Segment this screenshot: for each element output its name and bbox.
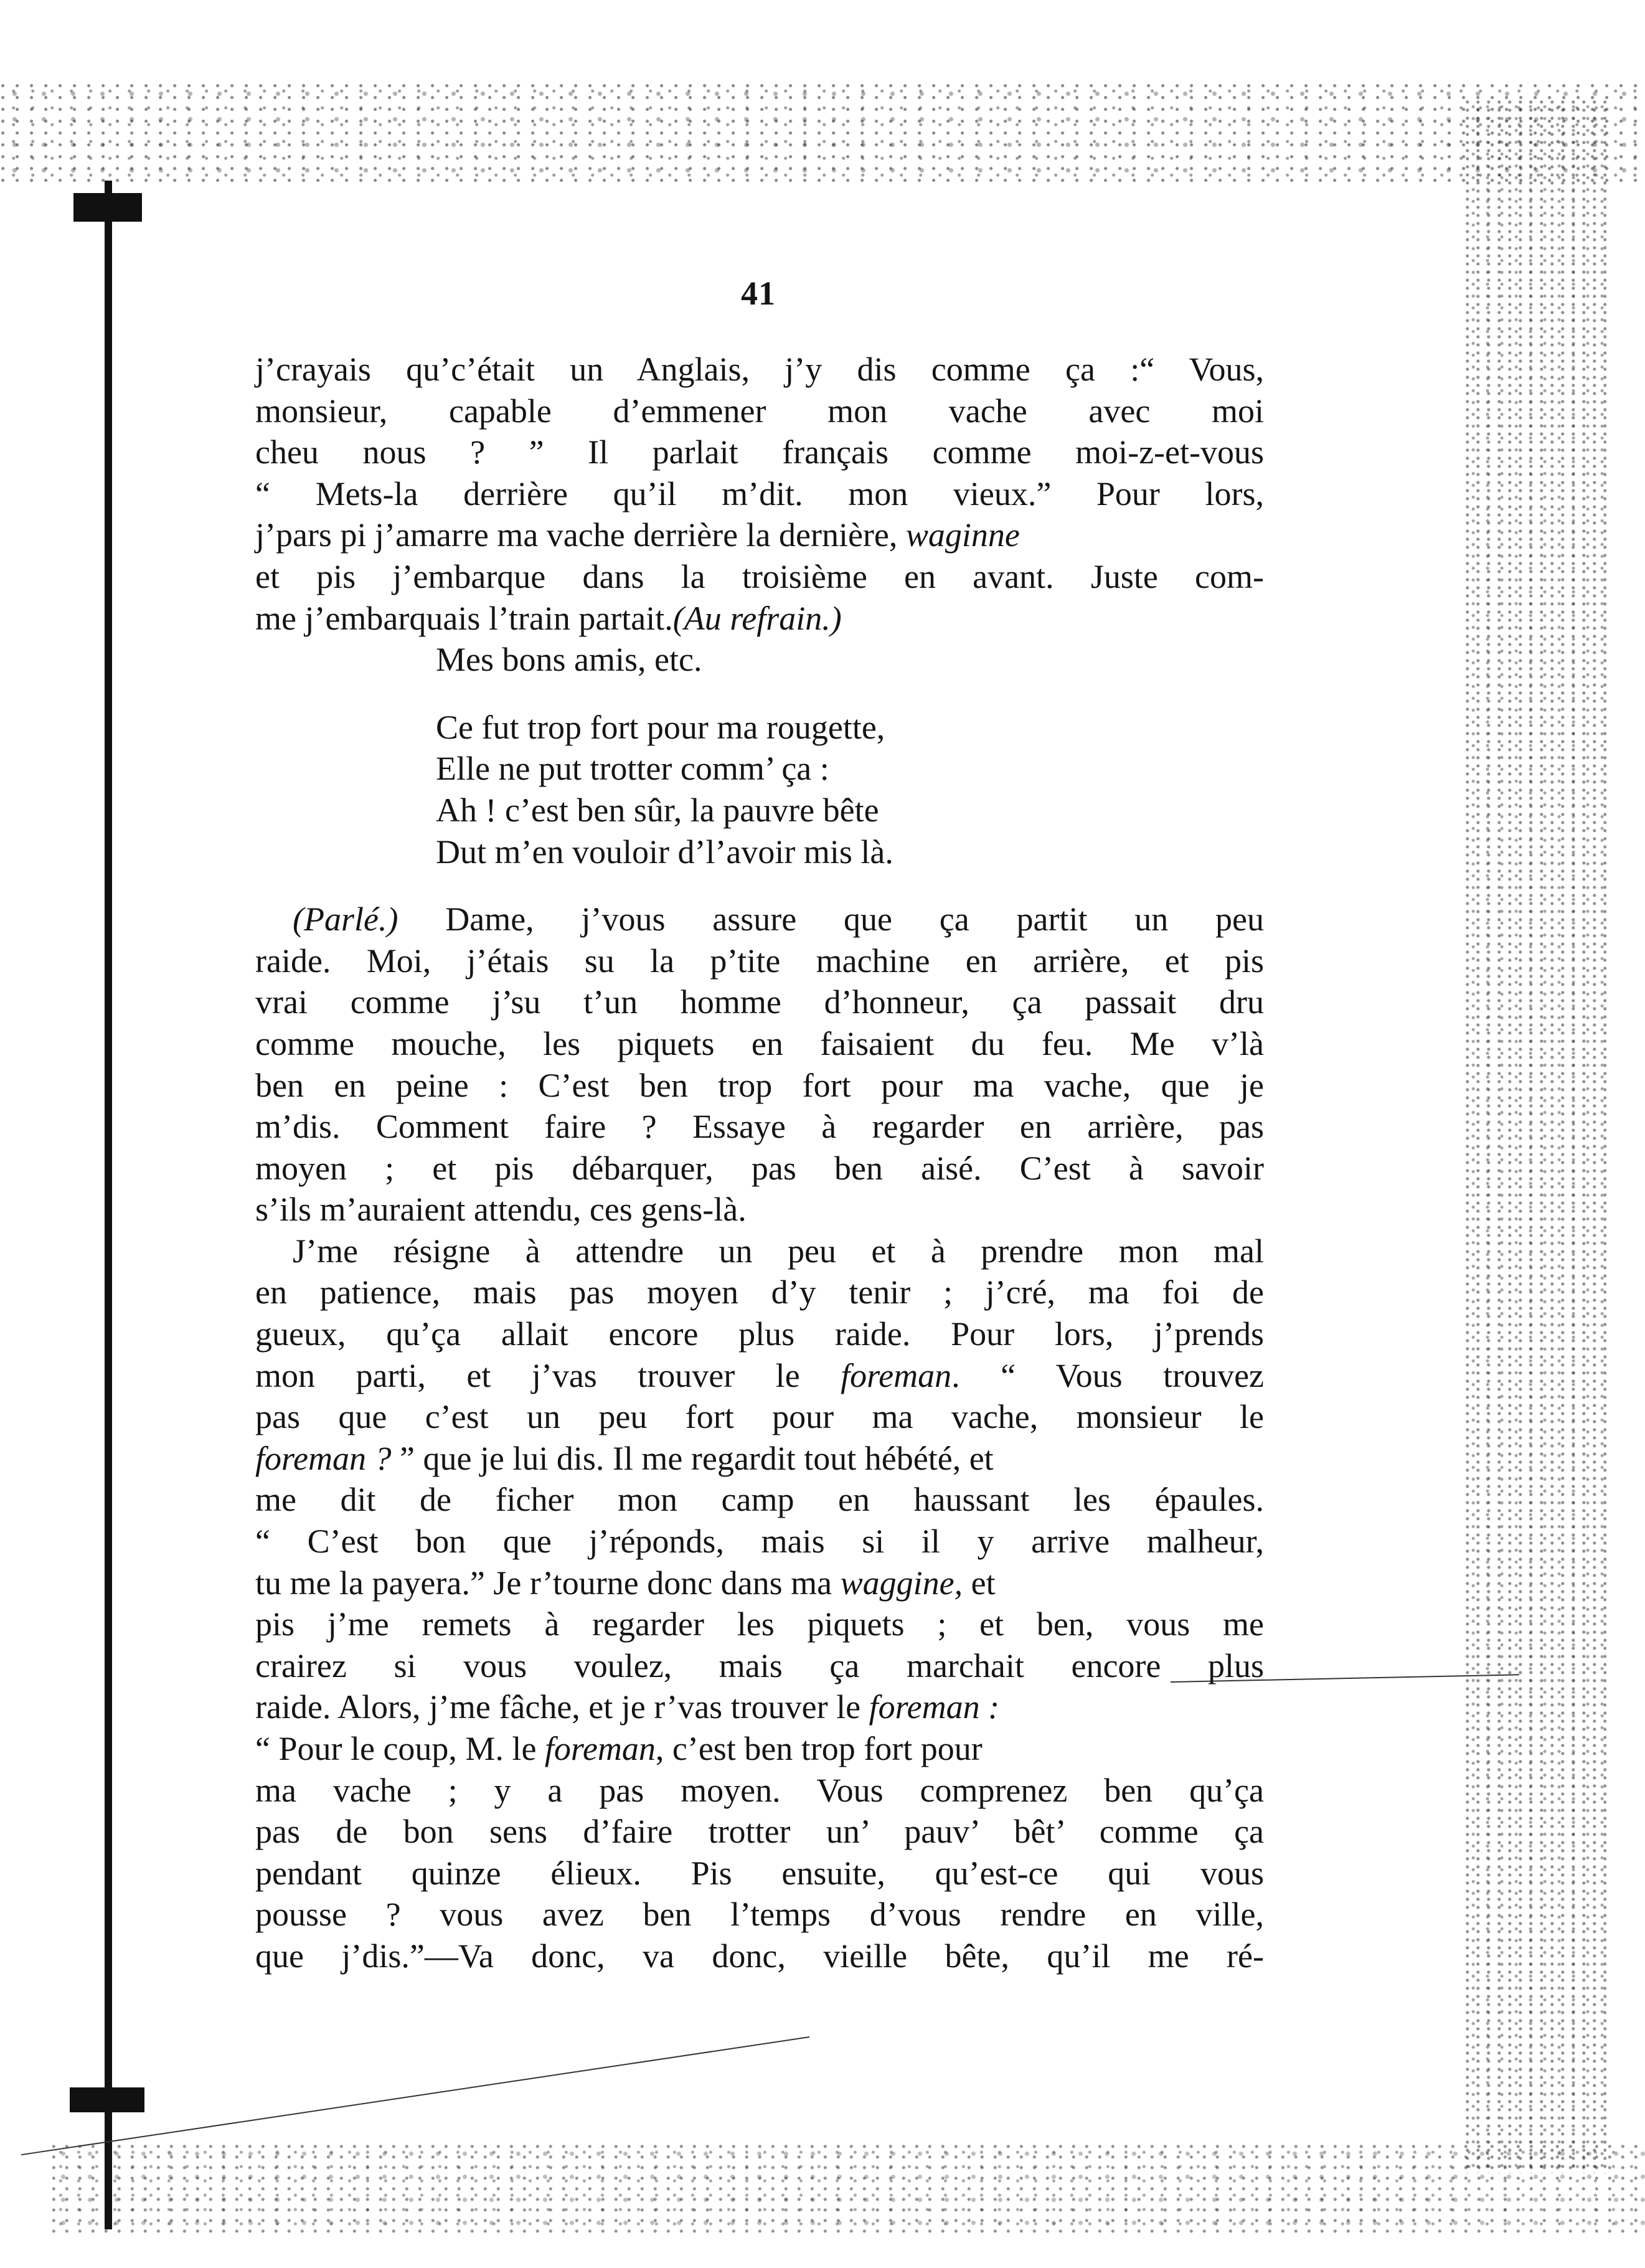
verse-line: Ah ! c’est ben sûr, la pauvre bête — [436, 791, 879, 829]
scan-noise-top — [0, 81, 1645, 187]
stage-direction: (Au refrain.) — [672, 599, 842, 637]
verse-line: Ce fut trop fort pour ma rougette, — [436, 708, 885, 746]
scan-noise-right — [1463, 100, 1606, 2173]
text-line: pas que c’est un peu fort pour ma vache, monsieur le — [255, 1398, 1264, 1436]
text-line: “ Mets-la derrière qu’il m’dit. mon vieux.” Pour lors, — [255, 475, 1264, 513]
text-line: cheu nous ? ” Il parlait français comme moi-z-et-vous — [255, 433, 1264, 471]
verse-line: Dut m’en vouloir d’l’avoir mis là. — [436, 833, 893, 871]
text-line: raide. Alors, j’me fâche, et je r’vas trouver le foreman : — [255, 1688, 1000, 1726]
verse-line: Elle ne put trotter comm’ ça : — [436, 750, 829, 788]
text-line: ma vache ; y a pas moyen. Vous comprenez ben qu’ça — [255, 1771, 1264, 1809]
italic-word: foreman ? — [255, 1439, 392, 1477]
text-line: vrai comme j’su t’un homme d’honneur, ça passait dru — [255, 983, 1264, 1021]
italic-word: waggine, — [840, 1564, 963, 1602]
text-line: raide. Moi, j’étais su la p’tite machine en arrière, et pis — [255, 942, 1264, 980]
text-line: me dit de ficher mon camp en haussant les épaules. — [255, 1481, 1264, 1519]
text-line: pis j’me remets à regarder les piquets ; et ben, vous me — [255, 1605, 1264, 1643]
text-line: j’pars pi j’amarre ma vache derrière la dernière, waginne — [255, 516, 1020, 554]
binding-mark-top — [73, 193, 142, 222]
binding-mark-bottom — [70, 2087, 144, 2112]
text-line: monsieur, capable d’emmener mon vache avec moi — [255, 392, 1264, 430]
text-line: moyen ; et pis débarquer, pas ben aisé. C’est à savoir — [255, 1149, 1264, 1187]
text-line: crairez si vous voulez, mais ça marchait encore plus — [255, 1647, 1264, 1684]
text-line: J’me résigne à attendre un peu et à prendre mon mal — [293, 1232, 1264, 1270]
binding-edge — [105, 181, 112, 2229]
page-number: 41 — [741, 275, 776, 312]
text-line: me j’embarquais l’train partait.(Au refrain.) — [255, 599, 842, 637]
text-line: pas de bon sens d’faire trotter un’ pauv’ bêt’ comme ça — [255, 1813, 1264, 1851]
text-line: pendant quinze élieux. Pis ensuite, qu’est-ce qui vous — [255, 1854, 1264, 1892]
text-line: pousse ? vous avez ben l’temps d’vous rendre en ville, — [255, 1896, 1264, 1934]
text-line: gueux, qu’ça allait encore plus raide. Pour lors, j’prends — [255, 1315, 1264, 1353]
text-line: que j’dis.”—Va donc, va donc, vieille bête, qu’il me ré- — [255, 1937, 1264, 1975]
italic-word: foreman : — [869, 1688, 1000, 1726]
text-line: foreman ? ” que je lui dis. Il me regardit tout hébété, et — [255, 1439, 994, 1477]
text-line: j’crayais qu’c’était un Anglais, j’y dis comme ça :“ Vous, — [255, 351, 1264, 388]
page-body — [255, 349, 1264, 1977]
stage-direction: (Parlé.) — [293, 900, 398, 938]
text-line: s’ils m’auraient attendu, ces gens-là. — [255, 1191, 747, 1229]
refrain-line: Mes bons amis, etc. — [436, 641, 702, 679]
italic-word: waginne — [905, 516, 1020, 554]
text-line: m’dis. Comment faire ? Essaye à regarder en arrière, pas — [255, 1108, 1264, 1146]
text-line: ben en peine : C’est ben trop fort pour ma vache, que je — [255, 1066, 1264, 1104]
text-line: “ C’est bon que j’réponds, mais si il y arrive malheur, — [255, 1523, 1264, 1561]
scan-noise-bottom — [50, 2142, 1645, 2236]
text-line: “ Pour le coup, M. le foreman, c’est ben trop fort pour — [255, 1730, 983, 1767]
text-line: mon parti, et j’vas trouver le foreman. “ Vous trouvez — [255, 1356, 1265, 1394]
italic-word: foreman — [841, 1356, 952, 1394]
italic-word: foreman — [544, 1730, 656, 1767]
text-line: en patience, mais pas moyen d’y tenir ; j’cré, ma foi de — [255, 1273, 1264, 1311]
text-line: comme mouche, les piquets en faisaient du feu. Me v’là — [255, 1024, 1264, 1062]
text-line: et pis j’embarque dans la troisième en avant. Juste com- — [255, 557, 1264, 595]
text-line: tu me la payera.” Je r’tourne donc dans ma waggine, et — [255, 1564, 996, 1602]
text-line: (Parlé.) Dame, j’vous assure que ça partit un peu — [293, 900, 1264, 938]
